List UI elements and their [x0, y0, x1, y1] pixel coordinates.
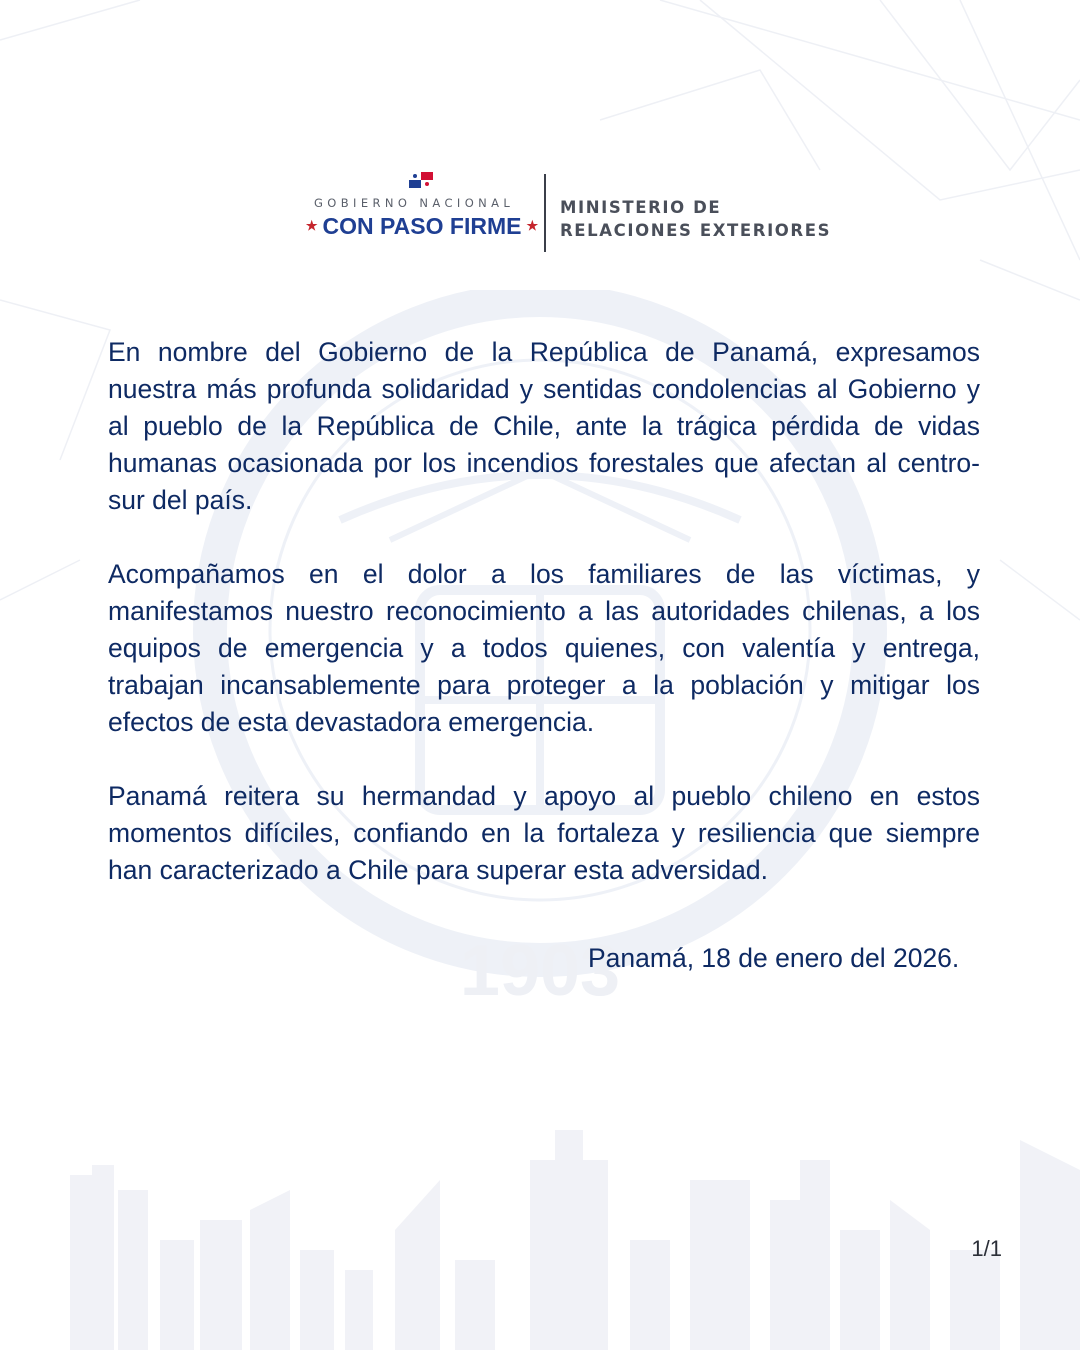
letterhead — [0, 168, 1080, 258]
header-divider — [544, 174, 546, 252]
government-slogan-text: CON PASO FIRME — [322, 212, 522, 239]
statement-paragraph: Panamá reitera su hermandad y apoyo al pueblo chileno en estos momentos difíciles, confiando en la fortaleza y resiliencia que siempre han caracterizado a Chile para superar esta adversidad. — [108, 781, 980, 885]
date-line: Panamá, 18 de enero del 2026. — [588, 943, 960, 973]
statement-paragraph: En nombre del Gobierno de la República de Panamá, expresamos nuestra más profunda solidaridad y sentidas condolencias al Gobierno y al pueblo de la República de Chile, ante la trágica pérdida de vidas humanas ocasionada por los incendios forestales que afectan al centro-sur del país. — [108, 337, 980, 515]
ministry-line-2: RELACIONES EXTERIORES — [560, 221, 832, 240]
ministry-name — [560, 196, 831, 242]
star-icon: ★ — [305, 218, 318, 233]
star-icon: ★ — [526, 218, 539, 233]
ministry-line-1: MINISTERIO DE — [560, 198, 722, 217]
statement-body — [108, 334, 980, 926]
statement-paragraph: Acompañamos en el dolor a los familiares de las víctimas, y manifestamos nuestro reconocimiento a las autoridades chilenas, a los equipos de emergencia y a todos quienes, con valentía y entrega, trabajan incansablemente para proteger a la población y mitigar los efectos de esta devastadora emergencia. — [108, 559, 980, 737]
city-skyline-watermark-icon — [0, 1120, 1080, 1350]
seal-year-text: 1903 — [459, 931, 621, 1010]
panama-flag-icon — [409, 172, 433, 188]
government-label: GOBIERNO NACIONAL — [314, 196, 515, 210]
government-slogan — [305, 212, 539, 240]
page-number: 1/1 — [971, 1236, 1002, 1261]
